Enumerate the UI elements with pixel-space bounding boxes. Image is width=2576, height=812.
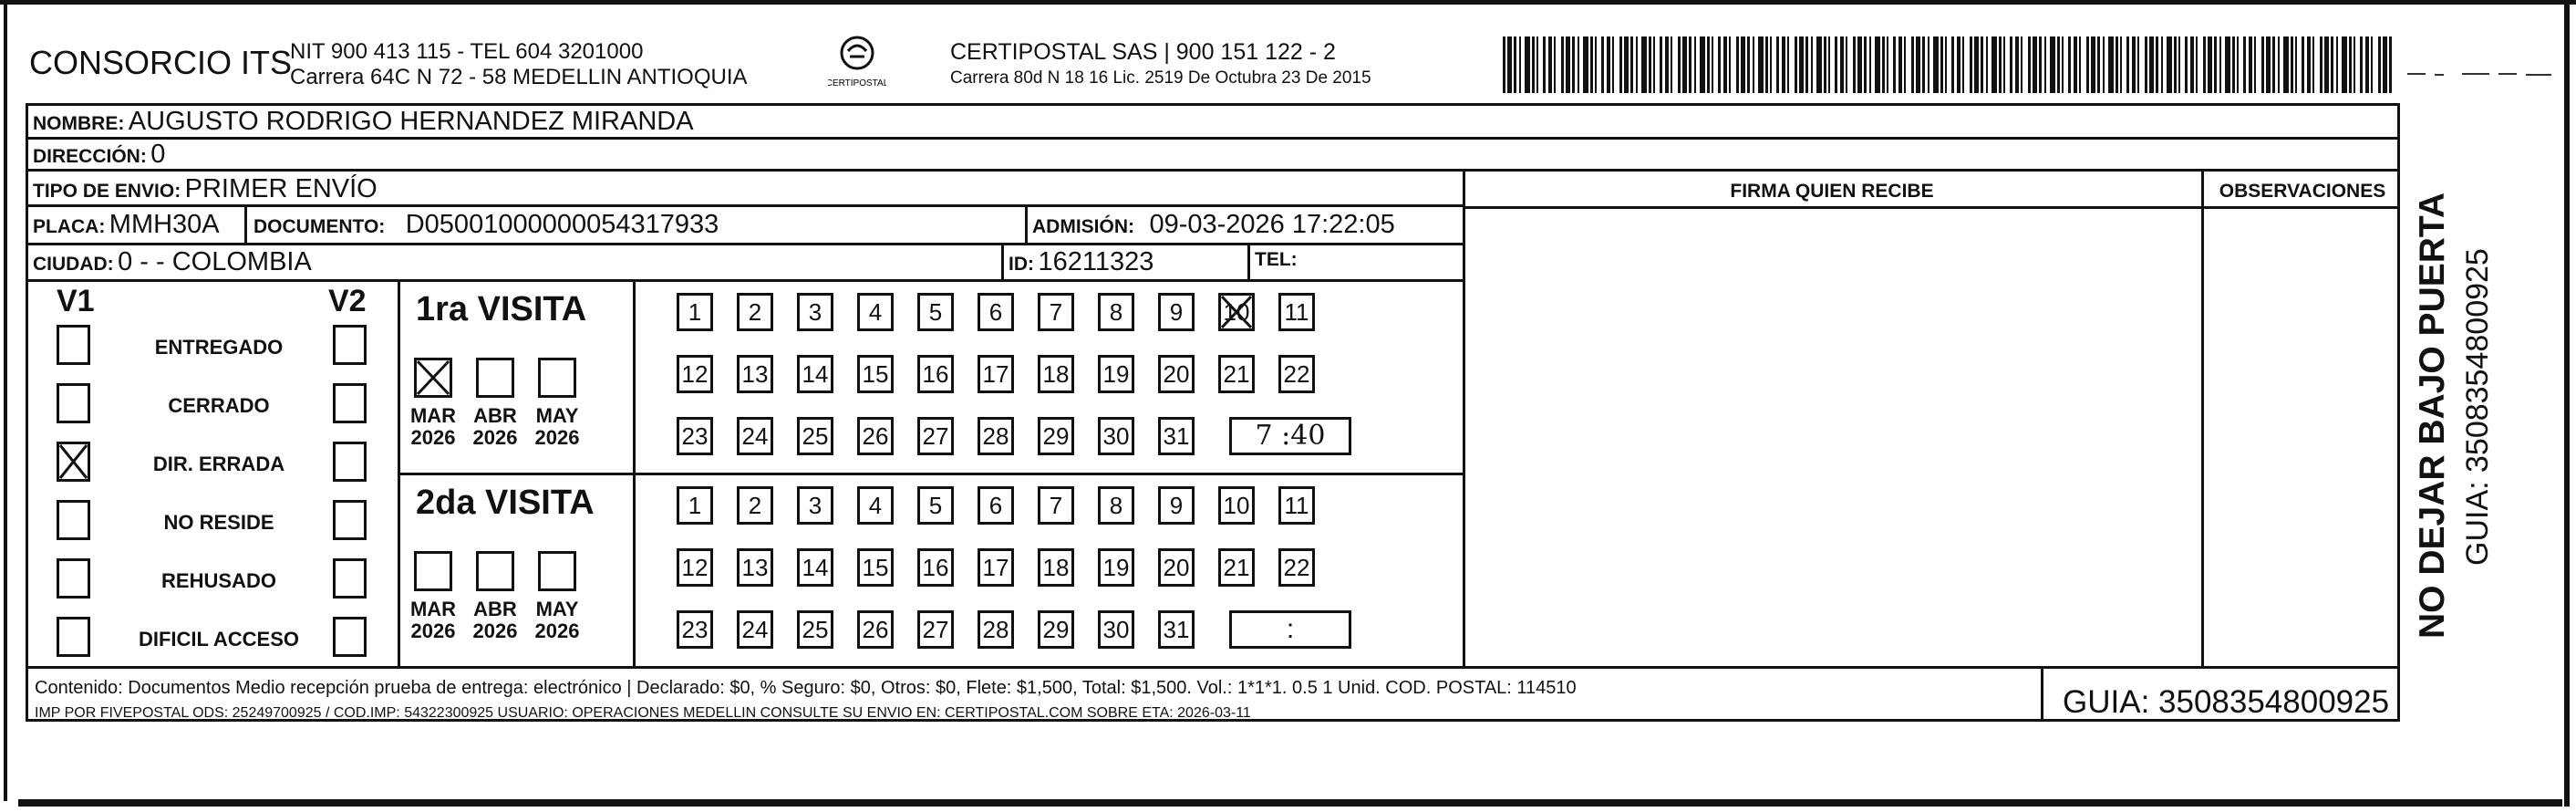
day-checkbox[interactable]: 10	[1218, 293, 1255, 331]
col-divider	[1463, 169, 1465, 666]
month-checkbox[interactable]	[476, 358, 514, 398]
x-mark-icon	[1218, 293, 1255, 331]
documento-label: DOCUMENTO:	[253, 216, 386, 237]
day-checkbox[interactable]: 3	[797, 486, 833, 525]
day-checkbox[interactable]: 11	[1278, 486, 1315, 525]
status-label: DIFICIL ACCESO	[138, 628, 299, 651]
month-checkbox[interactable]	[538, 358, 576, 398]
day-checkbox[interactable]: 7	[1038, 293, 1074, 331]
direccion-label: DIRECCIÓN:	[33, 146, 147, 167]
status-label: ENTREGADO	[154, 336, 284, 359]
nombre-value: AUGUSTO RODRIGO HERNANDEZ MIRANDA	[128, 107, 694, 136]
day-checkbox[interactable]: 29	[1038, 610, 1074, 649]
status-checkbox-v1[interactable]	[57, 617, 90, 657]
day-checkbox[interactable]: 20	[1158, 548, 1195, 587]
scan-marks	[2407, 69, 2553, 78]
observaciones-label: OBSERVACIONES	[2219, 181, 2386, 202]
status-checkbox-v1[interactable]	[57, 325, 90, 365]
placa-field	[33, 210, 220, 240]
day-checkbox[interactable]: 4	[857, 293, 894, 331]
day-checkbox[interactable]: 25	[797, 610, 833, 649]
month-year: 2026	[410, 426, 456, 449]
day-checkbox[interactable]: 7	[1038, 486, 1074, 525]
month-label: ABR	[473, 404, 517, 427]
status-checkbox-v2[interactable]	[333, 558, 367, 599]
day-checkbox[interactable]: 17	[978, 548, 1014, 587]
month-checkbox[interactable]	[414, 358, 452, 398]
certipostal-address: Carrera 80d N 18 16 Lic. 2519 De Octubra 23 De 2015	[950, 68, 1371, 88]
month-year: 2026	[534, 426, 580, 449]
day-checkbox[interactable]: 11	[1278, 293, 1315, 331]
logo-wordmark: CERTIPOSTAL	[828, 78, 886, 88]
page-border-right	[2564, 0, 2570, 807]
col-divider	[1247, 243, 1250, 279]
footer-guia: GUIA: 3508354800925	[2063, 684, 2390, 720]
v2-label: V2	[328, 284, 367, 318]
day-checkbox[interactable]: 28	[978, 417, 1014, 455]
day-checkbox[interactable]: 5	[917, 486, 954, 525]
id-field	[1009, 247, 1154, 277]
status-checkbox-v2[interactable]	[333, 617, 367, 657]
day-checkbox[interactable]: 13	[737, 355, 773, 393]
company-name: CONSORCIO ITS	[29, 44, 293, 81]
col-divider	[1001, 243, 1004, 279]
day-checkbox[interactable]: 25	[797, 417, 833, 455]
month-year: 2026	[534, 619, 580, 642]
tipo-envio-value: PRIMER ENVÍO	[184, 174, 378, 203]
direccion-row	[33, 140, 165, 170]
day-checkbox[interactable]: 9	[1158, 293, 1195, 331]
day-checkbox[interactable]: 17	[978, 355, 1014, 393]
col-divider	[244, 204, 247, 243]
status-checkbox-v2[interactable]	[333, 325, 367, 365]
id-value: 16211323	[1038, 247, 1154, 276]
status-checkbox-v1[interactable]	[57, 500, 90, 540]
day-checkbox[interactable]: 5	[917, 293, 954, 331]
month-label: MAR	[409, 598, 457, 620]
day-checkbox[interactable]: 14	[797, 355, 833, 393]
certipostal-line: CERTIPOSTAL SAS | 900 151 122 - 2	[950, 39, 1336, 65]
status-label: DIR. ERRADA	[152, 453, 285, 475]
footer-print-info: IMP POR FIVEPOSTAL ODS: 25249700925 / COD.IMP: 54322300925 USUARIO: OPERACIONES MEDELLIN CONSULTE SU ENVIO EN: CERTIPOSTAL.COM SOBRE ETA: 2026-03-11	[35, 705, 1251, 721]
day-checkbox[interactable]: 18	[1038, 548, 1074, 587]
day-checkbox[interactable]: 8	[1098, 486, 1134, 525]
day-checkbox[interactable]: 24	[737, 417, 773, 455]
day-checkbox[interactable]: 29	[1038, 417, 1074, 455]
month-label: MAY	[535, 404, 579, 427]
day-checkbox[interactable]: 14	[797, 548, 833, 587]
day-checkbox[interactable]: 13	[737, 548, 773, 587]
status-checkbox-v2[interactable]	[333, 500, 367, 540]
col-divider	[633, 279, 636, 666]
day-checkbox[interactable]: 1	[677, 486, 713, 525]
footer-divider	[26, 666, 2400, 669]
ciudad-field	[33, 247, 312, 277]
admision-field	[1032, 210, 1395, 240]
visit-title: 2da VISITA	[416, 484, 595, 522]
company-contact	[290, 39, 748, 90]
day-checkbox[interactable]: 27	[917, 417, 954, 455]
admision-label: ADMISIÓN:	[1032, 216, 1134, 237]
day-checkbox[interactable]: 26	[857, 610, 894, 649]
month-year: 2026	[472, 426, 518, 449]
day-checkbox[interactable]: 12	[677, 548, 713, 587]
row-divider	[26, 279, 1463, 282]
tipo-envio-label: TIPO DE ENVIO:	[33, 181, 181, 202]
day-checkbox[interactable]: 6	[978, 486, 1014, 525]
handwritten-time[interactable]: 7 :40	[1229, 417, 1351, 455]
status-checkbox-v2[interactable]	[333, 442, 367, 482]
documento-field	[253, 210, 719, 240]
day-checkbox[interactable]: 31	[1158, 417, 1195, 455]
page-border-top	[0, 0, 2576, 5]
signature-header-line	[1463, 206, 2400, 209]
visit-divider	[398, 473, 1463, 475]
day-checkbox[interactable]: 21	[1218, 355, 1255, 393]
day-checkbox[interactable]: 28	[978, 610, 1014, 649]
v1-label: V1	[57, 284, 95, 318]
nombre-label: NOMBRE:	[33, 113, 125, 134]
month-label: MAR	[409, 404, 457, 427]
day-checkbox[interactable]: 1	[677, 293, 713, 331]
tel-label: TEL:	[1255, 249, 1298, 270]
status-label: CERRADO	[168, 394, 270, 417]
col-divider	[1025, 204, 1028, 243]
day-checkbox[interactable]: 2	[737, 293, 773, 331]
status-checkbox-v1[interactable]	[57, 442, 90, 482]
day-checkbox[interactable]: 8	[1098, 293, 1134, 331]
direccion-value: 0	[150, 140, 166, 169]
day-checkbox[interactable]: 31	[1158, 610, 1195, 649]
side-guia: GUIA: 3508354800925	[2460, 248, 2495, 566]
status-checkbox-v1[interactable]	[57, 558, 90, 599]
month-checkbox[interactable]	[538, 551, 576, 591]
day-checkbox[interactable]: 15	[857, 355, 894, 393]
day-checkbox[interactable]: 23	[677, 610, 713, 649]
page-border-left	[4, 0, 7, 801]
day-checkbox[interactable]: 21	[1218, 548, 1255, 587]
day-checkbox[interactable]: 27	[917, 610, 954, 649]
col-divider	[398, 279, 400, 666]
col-divider	[2201, 169, 2204, 666]
certipostal-logo	[828, 33, 886, 93]
day-checkbox[interactable]: 15	[857, 548, 894, 587]
footer-content: Contenido: Documentos Medio recepción prueba de entrega: electrónico | Declarado: $0, % Seguro: $0, Otros: $0, Flete: $1,500, Total: $1,500. Vol.: 1*1*1. 0.5 1 Unid. COD. POSTAL: 114510	[35, 678, 1577, 698]
day-checkbox[interactable]: 2	[737, 486, 773, 525]
day-checkbox[interactable]: 10	[1218, 486, 1255, 525]
ciudad-label: CIUDAD:	[33, 254, 114, 275]
month-year: 2026	[472, 619, 518, 642]
tipo-envio-row	[33, 174, 378, 204]
barcode	[1503, 36, 2396, 93]
status-label: NO RESIDE	[163, 511, 274, 534]
day-checkbox[interactable]: 24	[737, 610, 773, 649]
status-label: REHUSADO	[161, 569, 276, 592]
day-checkbox[interactable]: 30	[1098, 610, 1134, 649]
day-checkbox[interactable]: 19	[1098, 548, 1134, 587]
placa-value: MMH30A	[109, 210, 220, 239]
day-checkbox[interactable]: 30	[1098, 417, 1134, 455]
day-checkbox[interactable]: 4	[857, 486, 894, 525]
side-warning: NO DEJAR BAJO PUERTA	[2413, 192, 2452, 639]
month-year: 2026	[410, 619, 456, 642]
row-divider	[26, 137, 2400, 140]
nombre-row	[33, 107, 694, 137]
day-checkbox[interactable]: 22	[1278, 355, 1315, 393]
x-mark-icon	[57, 442, 90, 482]
day-checkbox[interactable]: 16	[917, 355, 954, 393]
status-checkbox-v1[interactable]	[57, 383, 90, 423]
company-address: Carrera 64C N 72 - 58 MEDELLIN ANTIOQUIA	[290, 65, 748, 89]
company-nit: NIT 900 413 115 - TEL 604 3201000	[290, 39, 644, 64]
day-checkbox[interactable]: 18	[1038, 355, 1074, 393]
day-checkbox[interactable]: 3	[797, 293, 833, 331]
col-divider	[2041, 666, 2043, 722]
day-checkbox[interactable]: 6	[978, 293, 1014, 331]
day-checkbox[interactable]: 26	[857, 417, 894, 455]
tel-field	[1255, 249, 1298, 271]
day-checkbox[interactable]: 19	[1098, 355, 1134, 393]
row-divider	[26, 204, 1463, 207]
day-checkbox[interactable]: 20	[1158, 355, 1195, 393]
month-checkbox[interactable]	[476, 551, 514, 591]
day-checkbox[interactable]: 16	[917, 548, 954, 587]
page-border-bottom	[18, 799, 2562, 807]
day-checkbox[interactable]: 9	[1158, 486, 1195, 525]
month-label: ABR	[473, 598, 517, 620]
documento-value: D05001000000054317933	[405, 210, 719, 239]
row-divider	[26, 169, 2400, 172]
month-checkbox[interactable]	[414, 551, 452, 591]
placa-label: PLACA:	[33, 216, 106, 237]
day-checkbox[interactable]: 23	[677, 417, 713, 455]
visit-title: 1ra VISITA	[416, 290, 587, 328]
time-field[interactable]: :	[1229, 610, 1351, 649]
month-label: MAY	[535, 598, 579, 620]
id-label: ID:	[1009, 254, 1034, 275]
x-mark-icon	[414, 358, 452, 398]
firma-label: FIRMA QUIEN RECIBE	[1730, 181, 1934, 202]
ciudad-value: 0 - - COLOMBIA	[118, 247, 312, 276]
day-checkbox[interactable]: 12	[677, 355, 713, 393]
status-checkbox-v2[interactable]	[333, 383, 367, 423]
day-checkbox[interactable]: 22	[1278, 548, 1315, 587]
admision-value: 09-03-2026 17:22:05	[1149, 210, 1395, 239]
